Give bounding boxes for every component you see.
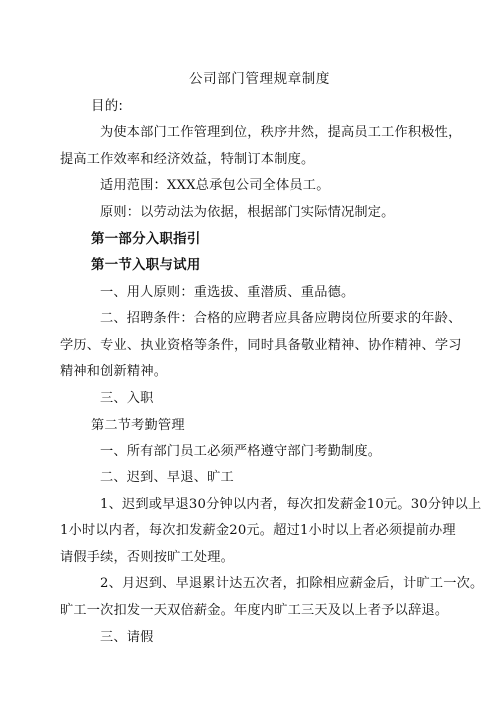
lateness-rule-1-line-3: 请假手续，否则按旷工处理。 [60, 550, 235, 565]
recruitment-conditions-line-2: 学历、专业、执业资格等条件，同时具备敬业精神、协作精神、学习 [60, 338, 462, 353]
document-title: 公司部门管理规章制度 [189, 71, 330, 87]
lateness-rule-1-line-1: 1、迟到或早退30分钟以内者，每次扣发薪金10元。30分钟以上 [100, 497, 482, 512]
recruitment-conditions-line-3: 精神和创新精神。 [60, 364, 168, 379]
purpose-paragraph-line-2: 提高工作效率和经济效益，特制订本制度。 [60, 152, 315, 167]
principle-paragraph: 原则：以劳动法为依据，根据部门实际情况制定。 [100, 205, 395, 220]
purpose-paragraph-line-1: 为使本部门工作管理到位，秩序井然，提高员工工作积极性， [100, 125, 462, 140]
lateness-rule-2-line-1: 2、月迟到、早退累计达五次者，扣除相应薪金后，计旷工一次。 [100, 576, 484, 591]
part1-heading: 第一部分入职指引 [91, 232, 201, 247]
leave-item: 三、请假 [100, 630, 154, 645]
purpose-heading: 目的: [91, 99, 124, 114]
hiring-principle-item: 一、用人原则：重选拔、重潜质、重品德。 [100, 285, 355, 300]
lateness-rule-2-line-2: 旷工一次扣发一天双倍薪金。年度内旷工三天及以上者予以辞退。 [60, 603, 449, 618]
attendance-item-1: 一、所有部门员工必须严格遵守部门考勤制度。 [100, 444, 382, 459]
lateness-rule-1-line-2: 1小时以内者，每次扣发薪金20元。超过1小时以上者必须提前办理 [60, 523, 456, 538]
section2-heading: 第二节考勤管理 [91, 418, 185, 433]
scope-paragraph: 适用范围：XXX总承包公司全体员工。 [100, 178, 330, 193]
attendance-item-2: 二、迟到、早退、旷工 [100, 470, 234, 485]
onboarding-item: 三、入职 [100, 391, 154, 406]
section1-heading: 第一节入职与试用 [91, 258, 201, 273]
recruitment-conditions-line-1: 二、招聘条件：合格的应聘者应具备应聘岗位所要求的年龄、 [100, 311, 462, 326]
